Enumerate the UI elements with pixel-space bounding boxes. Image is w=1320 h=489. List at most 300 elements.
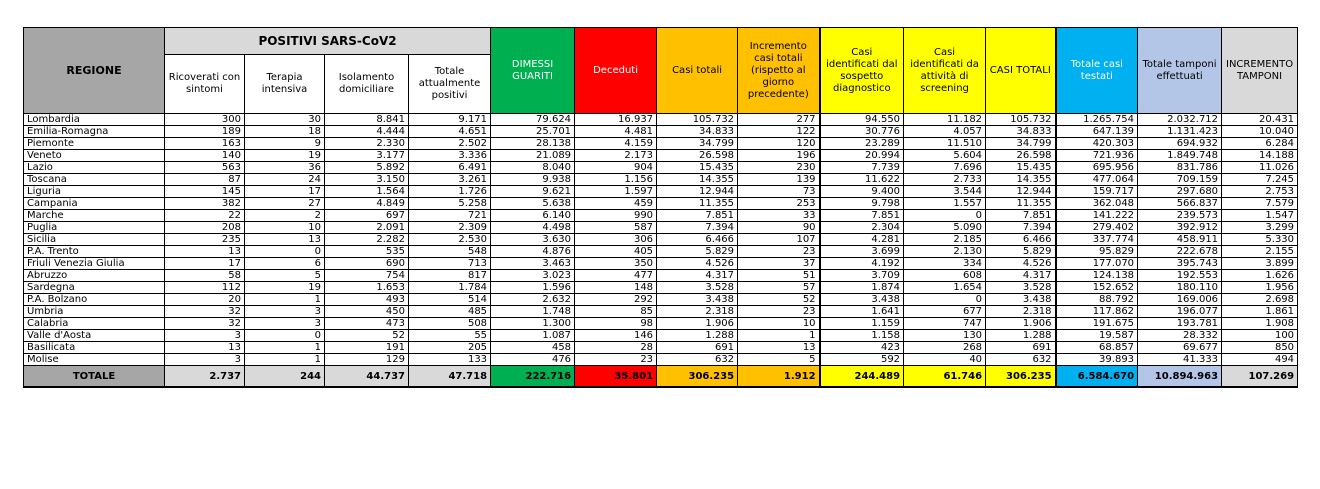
data-cell: 1.265.754 [1056,114,1138,126]
data-cell: 297.680 [1138,186,1222,198]
data-cell: 690 [325,258,409,270]
data-cell: 11.182 [904,114,986,126]
table-body [24,114,1298,366]
covid-regional-table [23,27,1298,388]
data-cell: 450 [325,306,409,318]
data-cell: 5.829 [986,246,1056,258]
data-cell: 695.956 [1056,162,1138,174]
data-cell: 566.837 [1138,198,1222,210]
data-cell: 112 [165,282,245,294]
data-cell: 2.309 [409,222,491,234]
data-cell: 10 [738,318,820,330]
total-cell: 244.489 [820,366,904,388]
table-row [24,150,1298,162]
data-cell: 69.677 [1138,342,1222,354]
data-cell: 32 [165,318,245,330]
data-cell: 3.023 [491,270,575,282]
data-cell: 3.438 [820,294,904,306]
data-cell: 2.753 [1222,186,1298,198]
data-cell: 105.732 [657,114,738,126]
data-cell: 34.799 [657,138,738,150]
data-cell: 1.300 [491,318,575,330]
data-cell: 4.481 [575,126,657,138]
data-cell: 0 [245,246,325,258]
data-cell: 721.936 [1056,150,1138,162]
data-cell: 129 [325,354,409,366]
data-cell: 88.792 [1056,294,1138,306]
data-cell: 1 [738,330,820,342]
data-cell: 1.156 [575,174,657,186]
data-cell: 11.026 [1222,162,1298,174]
data-cell: 3.528 [657,282,738,294]
data-cell: 850 [1222,342,1298,354]
data-cell: 1.861 [1222,306,1298,318]
data-cell: 458.911 [1138,234,1222,246]
region-name-cell: Puglia [24,222,165,234]
data-cell: 5 [245,270,325,282]
total-cell: 306.235 [657,366,738,388]
data-cell: 477 [575,270,657,282]
data-cell: 3.709 [820,270,904,282]
data-cell: 180.110 [1138,282,1222,294]
data-cell: 189 [165,126,245,138]
data-cell: 721 [409,210,491,222]
data-cell: 337.774 [1056,234,1138,246]
data-cell: 11.622 [820,174,904,186]
region-name-cell: Lazio [24,162,165,174]
total-cell: 244 [245,366,325,388]
data-cell: 19 [245,150,325,162]
data-cell: 694.932 [1138,138,1222,150]
data-cell: 55 [409,330,491,342]
data-cell: 117.862 [1056,306,1138,318]
data-cell: 677 [904,306,986,318]
data-cell: 9.171 [409,114,491,126]
data-cell: 7.579 [1222,198,1298,210]
data-cell: 14.355 [986,174,1056,186]
data-cell: 3.630 [491,234,575,246]
data-cell: 334 [904,258,986,270]
data-cell: 20.431 [1222,114,1298,126]
data-cell: 632 [657,354,738,366]
data-cell: 4.849 [325,198,409,210]
data-cell: 3.261 [409,174,491,186]
data-cell: 169.006 [1138,294,1222,306]
data-cell: 15.435 [986,162,1056,174]
data-cell: 13 [165,342,245,354]
data-cell: 3.438 [657,294,738,306]
data-cell: 22 [165,210,245,222]
data-cell: 28 [575,342,657,354]
data-cell: 3.438 [986,294,1056,306]
data-cell: 20 [165,294,245,306]
data-cell: 36 [245,162,325,174]
data-cell: 122 [738,126,820,138]
data-cell: 2.130 [904,246,986,258]
region-name-cell: Emilia-Romagna [24,126,165,138]
data-cell: 7.696 [904,162,986,174]
header-incremento-tamponi: INCREMENTO TAMPONI [1222,28,1298,114]
data-cell: 87 [165,174,245,186]
data-cell: 4.057 [904,126,986,138]
data-cell: 95.829 [1056,246,1138,258]
table-row [24,354,1298,366]
total-cell: 107.269 [1222,366,1298,388]
data-cell: 2 [245,210,325,222]
data-cell: 514 [409,294,491,306]
header-terapia-intensiva: Terapia intensiva [245,55,325,114]
data-cell: 28.332 [1138,330,1222,342]
data-cell: 3.299 [1222,222,1298,234]
data-cell: 105.732 [986,114,1056,126]
data-cell: 5.330 [1222,234,1298,246]
table-row [24,246,1298,258]
data-cell: 9.400 [820,186,904,198]
data-cell: 754 [325,270,409,282]
region-name-cell: Toscana [24,174,165,186]
data-cell: 21.089 [491,150,575,162]
data-cell: 100 [1222,330,1298,342]
data-cell: 306 [575,234,657,246]
data-cell: 51 [738,270,820,282]
data-cell: 1.158 [820,330,904,342]
data-cell: 4.526 [657,258,738,270]
data-cell: 1.288 [657,330,738,342]
data-cell: 7.394 [657,222,738,234]
data-cell: 2.173 [575,150,657,162]
data-cell: 747 [904,318,986,330]
data-cell: 10.040 [1222,126,1298,138]
data-cell: 1 [245,294,325,306]
data-cell: 152.652 [1056,282,1138,294]
data-cell: 4.317 [657,270,738,282]
data-cell: 494 [1222,354,1298,366]
data-cell: 268 [904,342,986,354]
table-row [24,174,1298,186]
data-cell: 535 [325,246,409,258]
data-cell: 392.912 [1138,222,1222,234]
data-cell: 196.077 [1138,306,1222,318]
data-cell: 3.463 [491,258,575,270]
data-cell: 691 [657,342,738,354]
data-cell: 7.394 [986,222,1056,234]
data-cell: 28.138 [491,138,575,150]
data-cell: 4.159 [575,138,657,150]
data-cell: 3.177 [325,150,409,162]
data-cell: 1.131.423 [1138,126,1222,138]
data-cell: 350 [575,258,657,270]
data-cell: 632 [986,354,1056,366]
data-cell: 2.698 [1222,294,1298,306]
table-row [24,270,1298,282]
total-cell: 61.746 [904,366,986,388]
data-cell: 17 [245,186,325,198]
data-cell: 98 [575,318,657,330]
data-cell: 7.245 [1222,174,1298,186]
region-name-cell: Molise [24,354,165,366]
region-name-cell: Veneto [24,150,165,162]
data-cell: 34.799 [986,138,1056,150]
data-cell: 1 [245,354,325,366]
data-cell: 205 [409,342,491,354]
data-cell: 9 [245,138,325,150]
table-row [24,282,1298,294]
header-incremento-casi: Incremento casi totali (rispetto al giorno precedente) [738,28,820,114]
data-cell: 26.598 [986,150,1056,162]
data-cell: 548 [409,246,491,258]
data-cell: 19 [245,282,325,294]
data-cell: 14.188 [1222,150,1298,162]
data-cell: 1.547 [1222,210,1298,222]
table-row [24,294,1298,306]
data-cell: 6.140 [491,210,575,222]
data-cell: 23.289 [820,138,904,150]
data-cell: 9.621 [491,186,575,198]
region-name-cell: Liguria [24,186,165,198]
data-cell: 124.138 [1056,270,1138,282]
data-cell: 485 [409,306,491,318]
data-cell: 1.557 [904,198,986,210]
data-cell: 4.281 [820,234,904,246]
data-cell: 587 [575,222,657,234]
data-cell: 508 [409,318,491,330]
data-cell: 208 [165,222,245,234]
data-cell: 9.938 [491,174,575,186]
data-cell: 12.944 [986,186,1056,198]
data-cell: 148 [575,282,657,294]
table-row [24,114,1298,126]
data-cell: 608 [904,270,986,282]
data-cell: 2.318 [657,306,738,318]
data-cell: 159.717 [1056,186,1138,198]
data-cell: 1.784 [409,282,491,294]
data-cell: 476 [491,354,575,366]
data-cell: 4.317 [986,270,1056,282]
data-cell: 230 [738,162,820,174]
header-deceduti: Deceduti [575,28,657,114]
data-cell: 58 [165,270,245,282]
data-cell: 6.466 [986,234,1056,246]
region-name-cell: Sardegna [24,282,165,294]
data-cell: 493 [325,294,409,306]
data-cell: 1.874 [820,282,904,294]
data-cell: 1.087 [491,330,575,342]
header-totale-casi-testati: Totale casi testati [1056,28,1138,114]
data-cell: 5.090 [904,222,986,234]
data-cell: 23 [738,246,820,258]
data-cell: 5.604 [904,150,986,162]
data-cell: 3.899 [1222,258,1298,270]
data-cell: 34.833 [657,126,738,138]
region-name-cell: P.A. Trento [24,246,165,258]
data-cell: 6.491 [409,162,491,174]
data-cell: 32 [165,306,245,318]
region-name-cell: Lombardia [24,114,165,126]
data-cell: 4.526 [986,258,1056,270]
data-cell: 14.355 [657,174,738,186]
data-cell: 13 [165,246,245,258]
data-cell: 362.048 [1056,198,1138,210]
data-cell: 26.598 [657,150,738,162]
data-cell: 24 [245,174,325,186]
data-cell: 40 [904,354,986,366]
data-cell: 196 [738,150,820,162]
data-cell: 191.675 [1056,318,1138,330]
data-cell: 146 [575,330,657,342]
data-cell: 222.678 [1138,246,1222,258]
data-cell: 23 [575,354,657,366]
data-cell: 139 [738,174,820,186]
data-cell: 563 [165,162,245,174]
data-cell: 3 [245,306,325,318]
data-cell: 2.733 [904,174,986,186]
data-cell: 5.892 [325,162,409,174]
data-cell: 592 [820,354,904,366]
data-cell: 140 [165,150,245,162]
total-cell: 6.584.670 [1056,366,1138,388]
table-row [24,306,1298,318]
data-cell: 2.502 [409,138,491,150]
region-name-cell: Valle d'Aosta [24,330,165,342]
data-cell: 1.597 [575,186,657,198]
region-name-cell: Calabria [24,318,165,330]
total-cell: 47.718 [409,366,491,388]
data-cell: 8.040 [491,162,575,174]
data-cell: 1.653 [325,282,409,294]
data-cell: 2.318 [986,306,1056,318]
data-cell: 34.833 [986,126,1056,138]
header-totale-positivi: Totale attualmente positivi [409,55,491,114]
region-name-cell: Campania [24,198,165,210]
data-cell: 130 [904,330,986,342]
data-cell: 7.739 [820,162,904,174]
data-cell: 30 [245,114,325,126]
data-cell: 713 [409,258,491,270]
data-cell: 4.498 [491,222,575,234]
data-cell: 1.564 [325,186,409,198]
data-cell: 5.258 [409,198,491,210]
data-cell: 647.139 [1056,126,1138,138]
table-row [24,330,1298,342]
data-cell: 177.070 [1056,258,1138,270]
data-cell: 817 [409,270,491,282]
data-cell: 6.466 [657,234,738,246]
data-cell: 11.510 [904,138,986,150]
data-cell: 57 [738,282,820,294]
data-cell: 239.573 [1138,210,1222,222]
total-cell: 1.912 [738,366,820,388]
data-cell: 3.528 [986,282,1056,294]
data-cell: 0 [904,210,986,222]
table-row [24,126,1298,138]
region-name-cell: Sicilia [24,234,165,246]
data-cell: 193.781 [1138,318,1222,330]
header-casi-sospetto: Casi identificati dal sospetto diagnostico [820,28,904,114]
data-cell: 1.908 [1222,318,1298,330]
data-cell: 13 [245,234,325,246]
data-cell: 13 [738,342,820,354]
data-cell: 15.435 [657,162,738,174]
header-totale-tamponi: Totale tamponi effettuati [1138,28,1222,114]
data-cell: 2.330 [325,138,409,150]
data-cell: 39.893 [1056,354,1138,366]
data-cell: 18 [245,126,325,138]
data-cell: 3.544 [904,186,986,198]
data-cell: 19.587 [1056,330,1138,342]
data-cell: 27 [245,198,325,210]
header-isolamento: Isolamento domiciliare [325,55,409,114]
data-cell: 20.994 [820,150,904,162]
data-cell: 1.748 [491,306,575,318]
data-cell: 235 [165,234,245,246]
data-cell: 2.155 [1222,246,1298,258]
data-cell: 23 [738,306,820,318]
data-cell: 3 [165,354,245,366]
data-cell: 163 [165,138,245,150]
data-cell: 420.303 [1056,138,1138,150]
data-cell: 473 [325,318,409,330]
data-cell: 4.444 [325,126,409,138]
header-casi-screening: Casi identificati da attività di screening [904,28,986,114]
data-cell: 423 [820,342,904,354]
table-row [24,318,1298,330]
data-cell: 25.701 [491,126,575,138]
region-name-cell: Marche [24,210,165,222]
data-cell: 5.638 [491,198,575,210]
data-cell: 6.284 [1222,138,1298,150]
data-cell: 7.851 [820,210,904,222]
data-cell: 277 [738,114,820,126]
data-cell: 6 [245,258,325,270]
data-cell: 16.937 [575,114,657,126]
data-cell: 41.333 [1138,354,1222,366]
total-cell: 44.737 [325,366,409,388]
data-cell: 145 [165,186,245,198]
data-cell: 9.798 [820,198,904,210]
data-cell: 1.906 [986,318,1056,330]
data-cell: 1.906 [657,318,738,330]
data-cell: 3 [245,318,325,330]
data-cell: 2.632 [491,294,575,306]
data-cell: 85 [575,306,657,318]
data-cell: 192.553 [1138,270,1222,282]
data-cell: 1.654 [904,282,986,294]
data-cell: 107 [738,234,820,246]
data-cell: 709.159 [1138,174,1222,186]
data-cell: 300 [165,114,245,126]
data-cell: 292 [575,294,657,306]
data-cell: 33 [738,210,820,222]
table-row [24,258,1298,270]
table-row [24,138,1298,150]
data-cell: 8.841 [325,114,409,126]
table-row [24,222,1298,234]
data-cell: 1.726 [409,186,491,198]
table-row [24,234,1298,246]
data-cell: 2.530 [409,234,491,246]
table-row [24,186,1298,198]
data-cell: 3.699 [820,246,904,258]
data-cell: 405 [575,246,657,258]
data-cell: 1.641 [820,306,904,318]
region-name-cell: Umbria [24,306,165,318]
data-cell: 1 [245,342,325,354]
data-cell: 94.550 [820,114,904,126]
data-cell: 11.355 [986,198,1056,210]
total-cell: 2.737 [165,366,245,388]
data-cell: 0 [245,330,325,342]
table-row [24,198,1298,210]
